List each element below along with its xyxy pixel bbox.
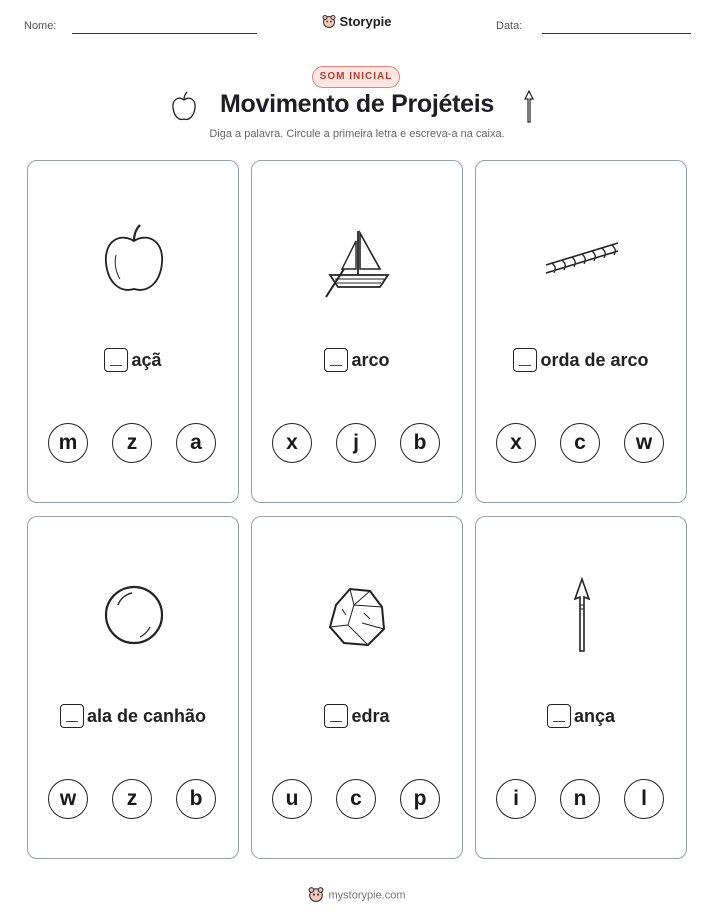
word-card-1 [27,160,239,503]
answer-box[interactable] [104,348,128,372]
spear-icon [522,90,536,129]
letter-choices [270,779,446,823]
letter-choice[interactable]: x [496,423,536,463]
word-card-3 [475,160,687,503]
storypie-logo-icon [322,14,336,31]
word-row [252,704,462,728]
word-ending: açã [131,349,162,370]
letter-choice[interactable]: w [48,779,88,819]
letter-choice[interactable]: w [624,423,664,463]
word-ending: edra [351,705,390,726]
category-badge: SOM INICIAL [312,66,400,88]
letter-choice[interactable]: c [336,779,376,819]
name-label: Nome: [24,20,57,32]
letter-choices [494,423,670,467]
letter-choice[interactable]: c [560,423,600,463]
letter-choices [46,423,222,467]
letter-choice[interactable]: j [336,423,376,463]
apple-icon [94,219,174,299]
word-row [252,348,462,372]
letter-choice[interactable]: b [176,779,216,819]
word-card-4 [27,516,239,859]
answer-box[interactable] [513,348,537,372]
word-ending: arco [351,349,390,370]
storypie-logo-icon [308,886,324,905]
word-row [28,704,238,728]
cannonball-icon [94,575,174,655]
date-line[interactable] [542,33,691,34]
name-line[interactable] [72,33,257,34]
letter-choice[interactable]: a [176,423,216,463]
answer-box[interactable] [324,348,348,372]
word-ending: orda de arco [540,349,649,370]
word-row [476,704,686,728]
answer-box[interactable] [324,704,348,728]
letter-choice[interactable]: p [400,779,440,819]
letter-choice[interactable]: b [400,423,440,463]
letter-choice[interactable]: z [112,779,152,819]
sailboat-icon [318,219,398,299]
letter-choices [46,779,222,823]
letter-choice[interactable]: z [112,423,152,463]
word-card-5 [251,516,463,859]
word-card-2 [251,160,463,503]
rope-icon [542,219,622,299]
letter-choice[interactable]: u [272,779,312,819]
spear-icon [542,575,622,655]
word-ending: ala de canhão [86,705,207,726]
footer-link[interactable]: mystorypie.com [328,889,406,902]
letter-choices [270,423,446,467]
letter-choices [494,779,670,823]
letter-choice[interactable]: n [560,779,600,819]
page-title: Movimento de Projéteis [219,90,494,118]
letter-choice[interactable]: i [496,779,536,819]
letter-choice[interactable]: x [272,423,312,463]
brand-name: Storypie [339,14,392,29]
answer-box[interactable] [547,704,571,728]
answer-box[interactable] [60,704,84,728]
stone-icon [318,575,398,655]
word-row [476,348,686,372]
instructions: Diga a palavra. Circule a primeira letra e escreva-a na caixa. [209,128,505,140]
letter-choice[interactable]: m [48,423,88,463]
brand [0,14,714,31]
word-row [28,348,238,372]
word-card-6 [475,516,687,859]
letter-choice[interactable]: l [624,779,664,819]
date-label: Data: [496,20,523,32]
footer [0,886,714,905]
word-ending: ança [573,705,616,726]
